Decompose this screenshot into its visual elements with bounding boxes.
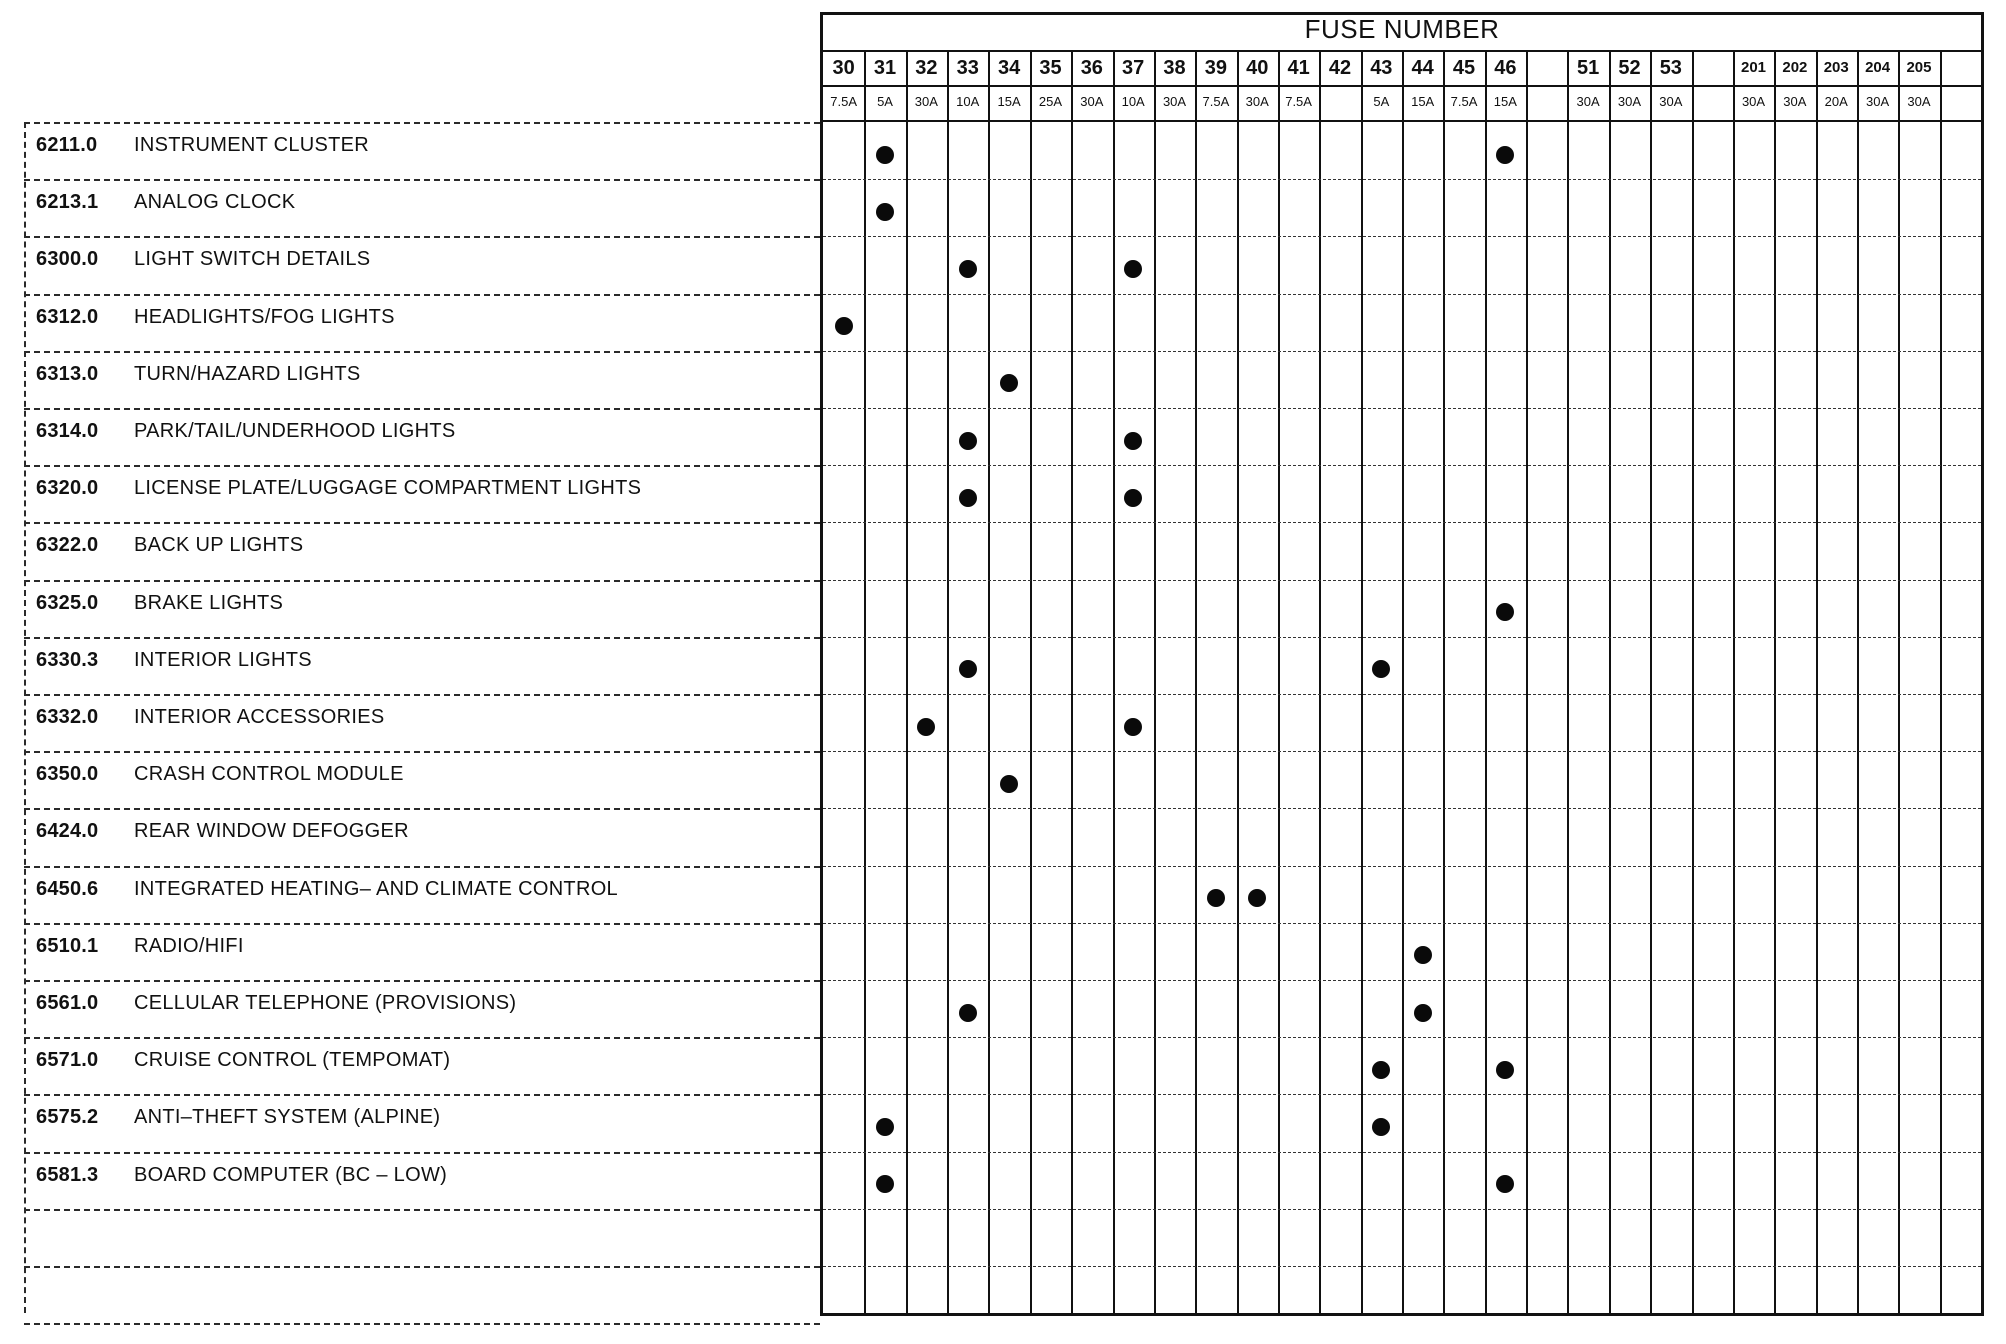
fuse-number-36: 36 (1080, 57, 1103, 79)
column-divider (1030, 50, 1032, 1313)
fuse-dot-33 (959, 489, 977, 507)
column-divider (906, 50, 908, 1313)
circuit-description: BRAKE LIGHTS (134, 591, 284, 614)
fuse-number-52: 52 (1618, 57, 1641, 79)
column-divider (1402, 50, 1404, 1313)
fuse-number-51: 51 (1576, 57, 1600, 79)
fuse-number-35: 35 (1039, 57, 1062, 79)
circuit-number: 6320.0 (36, 477, 99, 500)
fuse-rating-36: 30A (1080, 94, 1104, 109)
circuit-number: 6322.0 (36, 534, 99, 557)
column-divider (1816, 50, 1818, 1313)
fuse-dot-31 (876, 1118, 894, 1136)
circuit-list-border (24, 122, 26, 1313)
column-divider (988, 50, 990, 1313)
circuit-description: LICENSE PLATE/LUGGAGE COMPARTMENT LIGHTS (134, 477, 642, 500)
row-divider (24, 1094, 820, 1096)
fuse-rating-45: 7.5A (1450, 94, 1478, 109)
circuit-number: 6312.0 (36, 305, 99, 328)
circuit-description: INTEGRATED HEATING– AND CLIMATE CONTROL (134, 877, 618, 900)
circuit-number: 6581.3 (36, 1163, 99, 1186)
circuit-number: 6561.0 (36, 992, 99, 1014)
fuse-dot-44 (1414, 946, 1432, 964)
column-divider (1857, 50, 1859, 1313)
column-divider (1071, 50, 1073, 1313)
fuse-number-201: 201 (1741, 59, 1767, 76)
fuse-rating-43: 5A (1373, 94, 1390, 109)
fuse-dot-31 (876, 146, 894, 164)
grid-row-line (823, 866, 1981, 867)
grid-row-line (823, 694, 1981, 695)
circuit-description: INTERIOR ACCESSORIES (134, 706, 385, 728)
circuit-number: 6424.0 (36, 820, 99, 843)
fuse-number-42: 42 (1328, 57, 1352, 79)
row-divider (24, 637, 820, 639)
circuit-description: RADIO/HIFI (134, 934, 244, 957)
fuse-number-45: 45 (1452, 57, 1476, 79)
circuit-number: 6571.0 (36, 1049, 99, 1072)
header-mid-line (823, 85, 1981, 87)
row-divider (24, 465, 820, 467)
grid-row-line (823, 923, 1981, 924)
column-divider (1567, 50, 1569, 1313)
circuit-number: 6213.1 (36, 191, 99, 214)
fuse-rating-205: 30A (1907, 94, 1931, 109)
grid-row-line (823, 1094, 1981, 1095)
header-bottom-line (823, 120, 1981, 122)
fuse-rating-202: 30A (1783, 94, 1807, 109)
column-divider (1443, 50, 1445, 1313)
column-divider (1692, 50, 1694, 1313)
circuit-number: 6510.1 (36, 934, 99, 957)
column-divider (1774, 50, 1776, 1313)
fuse-rating-32: 30A (914, 94, 938, 109)
fuse-number-37: 37 (1122, 57, 1145, 79)
fuse-number-203: 203 (1823, 59, 1849, 76)
fuse-dot-46 (1496, 146, 1514, 164)
column-divider (1113, 50, 1115, 1313)
circuit-description: ANTI–THEFT SYSTEM (ALPINE) (134, 1106, 441, 1129)
circuit-number: 6313.0 (36, 362, 99, 385)
fuse-rating-46: 15A (1493, 94, 1517, 109)
grid-row-line (823, 236, 1981, 237)
fuse-dot-34 (1000, 775, 1018, 793)
fuse-rating-52: 30A (1617, 94, 1642, 109)
column-divider (947, 50, 949, 1313)
fuse-dot-43 (1372, 1061, 1390, 1079)
circuit-number: 6300.0 (36, 248, 99, 271)
fuse-rating-39: 7.5A (1202, 94, 1230, 109)
grid-row-line (823, 1266, 1981, 1267)
row-divider (24, 294, 820, 296)
fuse-number-202: 202 (1782, 59, 1808, 76)
circuit-description: ANALOG CLOCK (134, 191, 296, 214)
column-divider (864, 50, 866, 1313)
grid-row-line (823, 294, 1981, 295)
fuse-number-43: 43 (1370, 57, 1393, 79)
column-divider (1733, 50, 1735, 1313)
fuse-number-53: 53 (1659, 57, 1682, 79)
fuse-dot-37 (1124, 489, 1142, 507)
row-divider (24, 236, 820, 238)
column-divider (1898, 50, 1900, 1313)
fuse-number-204: 204 (1865, 59, 1891, 76)
grid-row-line (823, 465, 1981, 466)
fuse-dot-33 (959, 1004, 977, 1022)
row-divider (24, 408, 820, 410)
circuit-number: 6211.0 (36, 134, 98, 156)
column-divider (1237, 50, 1239, 1313)
row-divider (24, 351, 820, 353)
grid-row-line (823, 637, 1981, 638)
row-divider (24, 1152, 820, 1154)
circuit-number: 6332.0 (36, 706, 99, 728)
column-divider (1195, 50, 1197, 1313)
row-divider (24, 866, 820, 868)
fuse-dot-33 (959, 432, 977, 450)
fuse-dot-44 (1414, 1004, 1432, 1022)
row-divider (24, 980, 820, 982)
fuse-number-34: 34 (997, 57, 1021, 79)
circuit-number: 6325.0 (36, 591, 99, 614)
fuse-rating-31: 5A (877, 94, 893, 109)
header-top-line (823, 50, 1981, 52)
row-divider (24, 179, 820, 181)
grid-row-line (823, 522, 1981, 523)
column-divider (1485, 50, 1487, 1313)
fuse-dot-30 (835, 317, 853, 335)
circuit-description: HEADLIGHTS/FOG LIGHTS (134, 305, 395, 328)
grid-row-line (823, 408, 1981, 409)
fuse-rating-201: 30A (1741, 94, 1766, 109)
column-divider (1526, 50, 1528, 1313)
circuit-description: BOARD COMPUTER (BC – LOW) (134, 1163, 448, 1186)
fuse-dot-32 (917, 718, 935, 736)
column-divider (1154, 50, 1156, 1313)
fuse-rating-30: 7.5A (830, 94, 858, 109)
grid-row-line (823, 351, 1981, 352)
fuse-rating-51: 30A (1576, 94, 1600, 109)
fuse-number-46: 46 (1494, 57, 1517, 79)
row-divider (24, 1209, 820, 1211)
fuse-rating-35: 25A (1038, 94, 1063, 109)
grid-row-line (823, 179, 1981, 180)
fuse-rating-38: 30A (1162, 94, 1187, 109)
row-divider (24, 122, 820, 124)
column-divider (1319, 50, 1321, 1313)
fuse-rating-41: 7.5A (1285, 94, 1312, 109)
fuse-number-title: FUSE NUMBER (1304, 14, 1500, 44)
circuit-description: TURN/HAZARD LIGHTS (134, 362, 361, 385)
circuit-description: REAR WINDOW DEFOGGER (134, 820, 409, 843)
fuse-number-205: 205 (1906, 59, 1932, 76)
circuit-number: 6575.2 (36, 1106, 99, 1129)
grid-row-line (823, 1209, 1981, 1210)
fuse-number-44: 44 (1411, 57, 1434, 79)
grid-row-line (823, 580, 1981, 581)
fuse-number-30: 30 (832, 57, 855, 79)
circuit-description: BACK UP LIGHTS (134, 534, 304, 557)
fuse-rating-203: 20A (1824, 94, 1848, 109)
fuse-dot-39 (1207, 889, 1225, 907)
circuit-number: 6314.0 (36, 420, 99, 442)
row-divider (24, 751, 820, 753)
grid-row-line (823, 1152, 1981, 1153)
row-divider (24, 522, 820, 524)
circuit-description: INSTRUMENT CLUSTER (134, 134, 370, 156)
grid-row-line (823, 808, 1981, 809)
fuse-number-39: 39 (1204, 57, 1227, 79)
circuit-number: 6450.6 (36, 877, 99, 900)
grid-row-line (823, 1037, 1981, 1038)
row-divider (24, 580, 820, 582)
circuit-number: 6330.3 (36, 648, 99, 671)
circuit-description: INTERIOR LIGHTS (134, 648, 312, 671)
grid-row-line (823, 751, 1981, 752)
fuse-rating-40: 30A (1245, 94, 1269, 109)
fuse-rating-37: 10A (1121, 94, 1145, 109)
fuse-dot-33 (959, 260, 977, 278)
fuse-rating-53: 30A (1659, 94, 1683, 109)
fuse-number-41: 41 (1287, 57, 1310, 79)
fuse-number-33: 33 (956, 57, 979, 79)
fuse-number-31: 31 (873, 57, 897, 79)
fuse-dot-31 (876, 203, 894, 221)
fuse-dot-37 (1124, 432, 1142, 450)
grid-row-line (823, 980, 1981, 981)
fuse-rating-33: 10A (956, 94, 980, 109)
row-divider (24, 808, 820, 810)
circuit-description: PARK/TAIL/UNDERHOOD LIGHTS (134, 420, 456, 442)
row-divider (24, 1266, 820, 1268)
row-divider (24, 923, 820, 925)
fuse-number-40: 40 (1246, 57, 1269, 79)
fuse-rating-34: 15A (997, 94, 1021, 109)
fuse-rating-44: 15A (1411, 94, 1435, 109)
row-divider (24, 1323, 820, 1325)
circuit-description: CRUISE CONTROL (TEMPOMAT) (134, 1049, 451, 1072)
column-divider (1278, 50, 1280, 1313)
row-divider (24, 1037, 820, 1039)
fuse-rating-204: 30A (1866, 94, 1890, 109)
circuit-number: 6350.0 (36, 763, 99, 786)
circuit-description: LIGHT SWITCH DETAILS (134, 248, 371, 271)
fuse-dot-37 (1124, 718, 1142, 736)
column-divider (1650, 50, 1652, 1313)
circuit-description: CRASH CONTROL MODULE (134, 763, 404, 786)
row-divider (24, 694, 820, 696)
fuse-number-38: 38 (1163, 57, 1186, 79)
fuse-number-32: 32 (915, 57, 938, 79)
column-divider (1940, 50, 1942, 1313)
column-divider (1361, 50, 1363, 1313)
circuit-description: CELLULAR TELEPHONE (PROVISIONS) (134, 992, 517, 1014)
column-divider (1609, 50, 1611, 1313)
